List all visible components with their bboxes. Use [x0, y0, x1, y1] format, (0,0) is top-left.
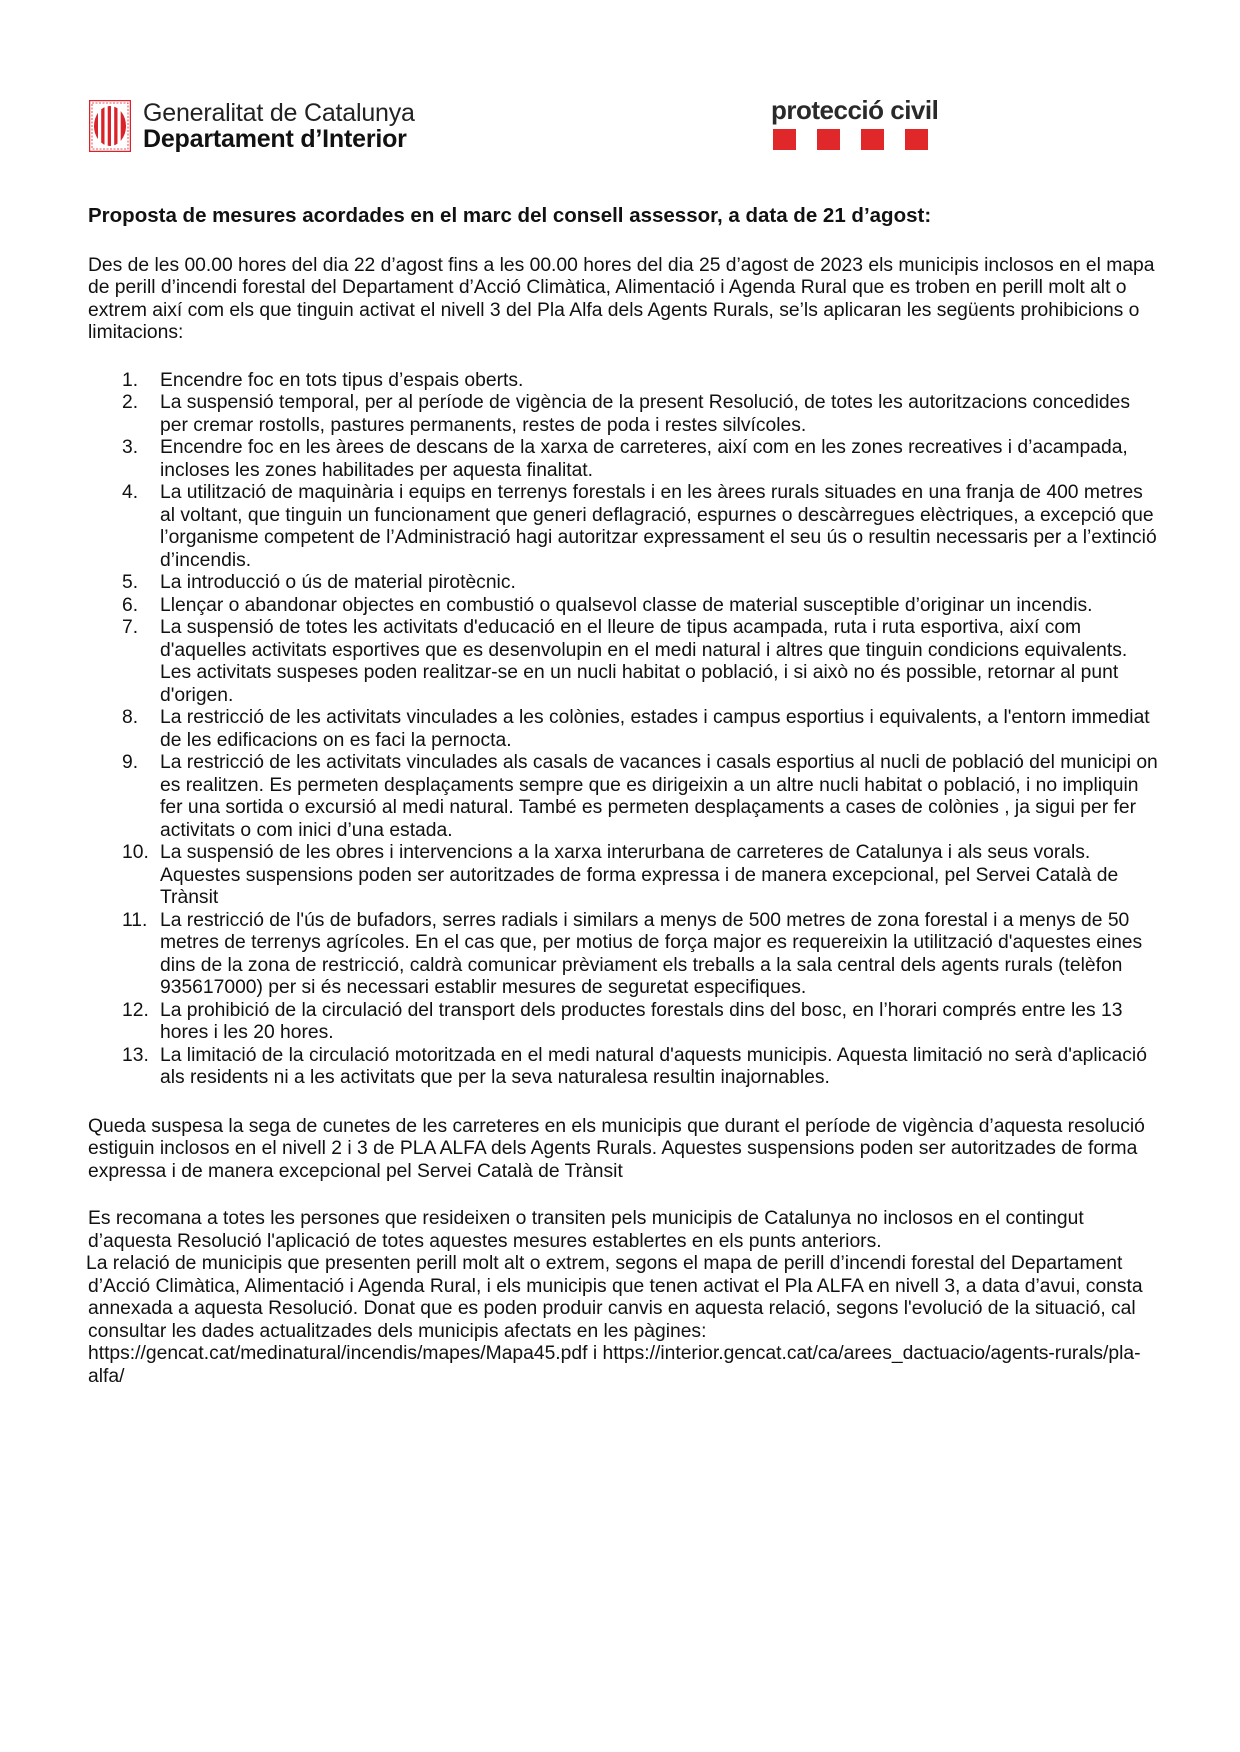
item-text: La suspensió temporal, per al període de vigència de la present Resolució, de totes les autoritzacions concedides per cremar rostolls, pastures permanents, restes de poda i restes silvícoles.: [160, 392, 1131, 436]
item-text: La restricció de les activitats vinculades a les colònies, estades i campus esportius i equivalents, a l'entorn immediat de les edificacions on es faci la pernocta.: [160, 707, 1150, 751]
item-number: 8.: [122, 707, 139, 728]
link-connector: i: [587, 1343, 603, 1364]
list-item: [88, 482, 1158, 572]
generalitat-logo: [89, 100, 415, 153]
item-text: La limitació de la circulació motoritzada en el medi natural d'aquests municipis. Aquesta limitació no serà d'aplicació als residents ni a les activitats que per la seva naturalesa resultin inajornables.: [160, 1044, 1147, 1088]
list-item: [88, 910, 1158, 1000]
page-header: [89, 95, 1169, 170]
proteccio-civil-name: protecció civil: [771, 95, 939, 125]
item-number: 10.: [122, 842, 149, 863]
item-text: La suspensió de les obres i intervencions a la xarxa interurbana de carreteres de Catalunya i als seus vorals. Aquestes suspensions poden ser autoritzades de forma expressa i de manera excepcional, pel Servei Català de Trànsit: [160, 842, 1119, 908]
item-text: La utilització de maquinària i equips en terrenys forestals i en les àrees rurals situades en una franja de 400 metres al voltant, que tinguin un funcionament que generi deflagració, espurnes o descàrregues elèctriques, a excepció que l’organisme competent de l’Administració hagi autoritzar expressament el seu ús o resultin necessaris per a l’extinció d’incendis.: [160, 482, 1157, 571]
item-text: Encendre foc en les àrees de descans de la xarxa de carreteres, així com en les zones recreatives i d’acampada, incloses les zones habilitades per aquesta finalitat.: [160, 437, 1128, 481]
item-number: 9.: [122, 752, 139, 773]
item-number: 2.: [122, 392, 139, 413]
item-number: 13.: [122, 1044, 149, 1066]
item-text: Llençar o abandonar objectes en combustió o qualsevol classe de material susceptible d’originar un incendis.: [160, 594, 1093, 616]
document-body: [88, 205, 1158, 1388]
item-number: 5.: [122, 572, 139, 593]
pla-alfa-link[interactable]: https://interior.gencat.cat/ca/arees_dactuacio/agents-rurals/pla-alfa/: [88, 1343, 1141, 1387]
municipalities-paragraph: [88, 1253, 1158, 1388]
intro-paragraph: Des de les 00.00 hores del dia 22 d’agost fins a les 00.00 hores del dia 25 d’agost de 2023 els municipis inclosos en el mapa de perill d’incendi forestal del Departament d’Acció Climàtica, Alimentació i Agenda Rural que es troben en perill molt alt o extrem així com els que tinguin activat el nivell 3 del Pla Alfa dels Agents Rurals, se’ls aplicaran les següents prohibicions o limitacions:: [88, 254, 1155, 343]
map-link[interactable]: https://gencat.cat/medinatural/incendis/mapes/Mapa45.pdf: [88, 1343, 588, 1364]
catalonia-crest-icon: [89, 100, 131, 152]
item-text: La introducció o ús de material pirotècnic.: [160, 572, 516, 593]
generalitat-name: Generalitat de Catalunya: [143, 99, 415, 127]
item-text: La restricció de l'ús de bufadors, serres radials i similars a menys de 500 metres de zona forestal i a menys de 50 metres de terrenys agrícoles. En el cas que, per motius de força major es requereixin la utilització d'aquestes eines dins de la zona de restricció, caldrà comunicar prèviament els treballs a la sala central dels agents rurals (telèfon 935617000) per si és necessari establir mesures de seguretat especifiques.: [160, 909, 1143, 998]
item-number: 3.: [122, 437, 139, 458]
red-square-icon: [905, 129, 928, 150]
proteccio-civil-squares: [773, 129, 938, 150]
item-number: 11.: [122, 909, 148, 931]
item-number: 4.: [122, 482, 139, 503]
list-item: [88, 752, 1158, 842]
list-item: [88, 1045, 1158, 1090]
red-square-icon: [773, 129, 796, 150]
list-item: [88, 595, 1158, 618]
proteccio-civil-logo: [771, 97, 938, 150]
item-text: La suspensió de totes les activitats d'educació en el lleure de tipus acampada, ruta i ruta esportiva, així com d'aquelles activitats esportives que es desenvolupin en el medi natural i altres que tinguin condicions equivalents. Les activitats suspeses poden realitzar-se en un nucli habitat o població, i si això no és possible, retornar al punt d'origen.: [160, 617, 1128, 706]
list-item: [88, 437, 1158, 482]
item-text: Encendre foc en tots tipus d’espais oberts.: [160, 369, 524, 391]
list-item: [88, 572, 1158, 595]
item-number: 6.: [122, 594, 139, 616]
list-item: [88, 392, 1158, 437]
municipalities-text: La relació de municipis que presenten perill molt alt o extrem, segons el mapa de perill d’incendi forestal del Departament d’Acció Climàtica, Alimentació i Agenda Rural, i els municipis que tenen activat el Pla ALFA en nivell 3, a data d’avui, consta annexada a aquesta Resolució. Donat que es poden produir canvis en aquesta relació, segons l'evolució de la situació, cal consultar les dades actualitzades dels municipis afectats en les pàgines:: [86, 1253, 1143, 1342]
item-text: La prohibició de la circulació del transport dels productes forestals dins del bosc, en l’horari comprés entre les 13 hores i les 20 hores.: [160, 999, 1123, 1043]
list-item: [88, 842, 1158, 910]
item-number: 1.: [122, 369, 139, 391]
recommendation-paragraph: Es recomana a totes les persones que resideixen o transiten pels municipis de Catalunya no inclosos en el contingut d’aquesta Resolució l'aplicació de totes aquestes mesures establertes en els punts anteriors.: [88, 1208, 1084, 1252]
item-number: 7.: [122, 617, 139, 638]
item-number: 12.: [122, 999, 149, 1021]
list-item: [88, 617, 1158, 707]
list-item: [88, 370, 1158, 393]
list-item: [88, 707, 1158, 752]
list-item: [88, 1000, 1158, 1045]
cunetes-paragraph: Queda suspesa la sega de cunetes de les carreteres en els municipis que durant el període de vigència d’aquesta resolució estiguin inclosos en el nivell 2 i 3 de PLA ALFA dels Agents Rurals. Aquestes suspensions poden ser autoritzades de forma expressa i de manera excepcional pel Servei Català de Trànsit: [88, 1115, 1145, 1182]
document-title: Proposta de mesures acordades en el marc del consell assessor, a data de 21 d’agost:: [88, 204, 932, 227]
red-square-icon: [861, 129, 884, 150]
red-square-icon: [817, 129, 840, 150]
measures-list: [88, 370, 1158, 1090]
item-text: La restricció de les activitats vinculades als casals de vacances i casals esportius al nucli de població del municipi on es realitzen. Es permeten desplaçaments sempre que es dirigeixin a un altre nucli habitat o població, i no impliquin fer una sortida o excursió al medi natural. També es permeten desplaçaments a cases de colònies , ja sigui per fer activitats o com inici d’una estada.: [160, 752, 1158, 841]
department-name: Departament d’Interior: [143, 125, 407, 154]
